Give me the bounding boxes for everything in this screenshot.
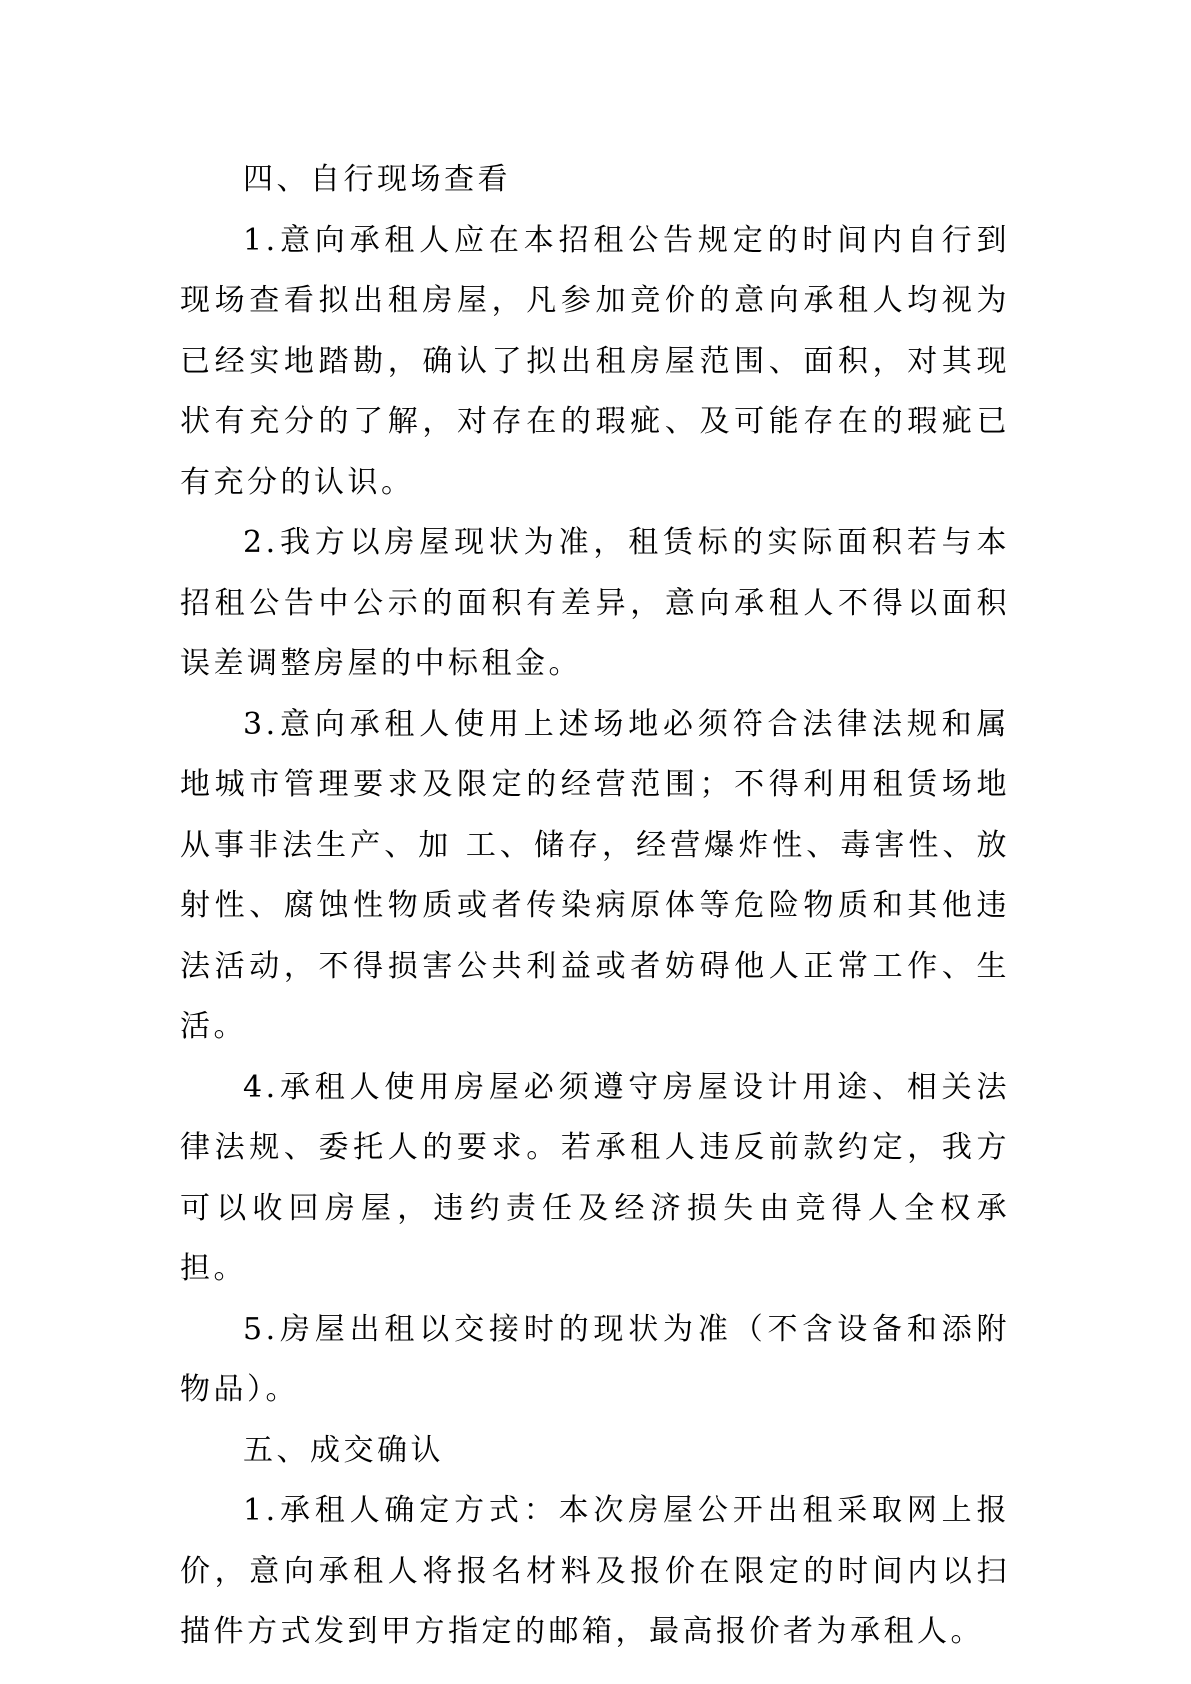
section-heading-site-inspection: 四、自行现场查看 (243, 162, 511, 197)
paragraph-site-inspection-1: 1.意向承租人应在本招租公告规定的时间内自行到现场查看拟出租房屋，凡参加竞价的意向承租人均视为已经实地踏勘，确认了拟出租房屋范围、面积，对其现状有充分的了解，对存在的瑕疵、及可能存在的瑕疵已有充分的认识。 (180, 222, 1010, 500)
paragraph-deal-confirmation-1: 1.承租人确定方式：本次房屋公开出租采取网上报价，意向承租人将报名材料及报价在限定的时间内以扫描件方式发到甲方指定的邮箱，最高报价者为承租人。 (180, 1493, 1010, 1649)
paragraph-site-inspection-5: 5.房屋出租以交接时的现状为准（不含设备和添附物品）。 (180, 1311, 1010, 1407)
paragraph-site-inspection-4: 4.承租人使用房屋必须遵守房屋设计用途、相关法律法规、委托人的要求。若承租人违反前款约定，我方可以收回房屋，违约责任及经济损失由竞得人全权承担。 (180, 1069, 1010, 1286)
paragraph-site-inspection-3: 3.意向承租人使用上述场地必须符合法律法规和属地城市管理要求及限定的经营范围；不得利用租赁场地从事非法生产、加 工、储存，经营爆炸性、毒害性、放射性、腐蚀性物质或者传染病原体等危险物质和其他违法活动，不得损害公共利益或者妨碍他人正常工作、生活。 (180, 706, 1010, 1044)
document-page (180, 150, 1010, 1663)
section-heading-deal-confirmation: 五、成交确认 (243, 1432, 444, 1468)
paragraph-site-inspection-2: 2.我方以房屋现状为准，租赁标的实际面积若与本招租公告中公示的面积有差异，意向承租人不得以面积误差调整房屋的中标租金。 (180, 525, 1010, 681)
